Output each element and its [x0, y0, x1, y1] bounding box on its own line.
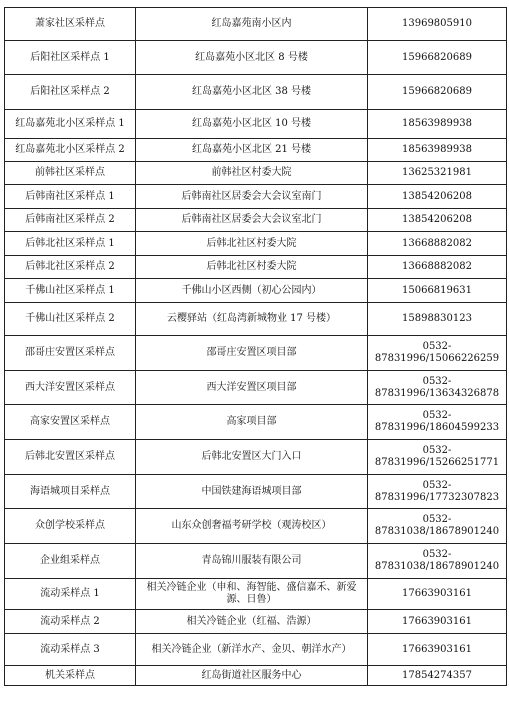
table-row [5, 371, 507, 405]
table-row [5, 666, 507, 686]
table-row [5, 440, 507, 475]
table-row [5, 75, 507, 110]
contact-phone-cell: 0532-87831996/15266251771 [368, 440, 507, 475]
site-name-cell: 高家安置区采样点 [5, 405, 136, 440]
contact-phone-cell: 15898830123 [368, 303, 507, 336]
contact-phone-cell: 17663903161 [368, 610, 507, 634]
site-name-cell: 海语城项目采样点 [5, 475, 136, 509]
table-row [5, 509, 507, 544]
site-name-cell: 后韩南社区采样点 1 [5, 185, 136, 209]
site-address-cell: 云樱驿站（红岛湾新城物业 17 号楼） [136, 303, 368, 336]
table-row [5, 139, 507, 162]
site-address-cell: 红岛嘉苑小区北区 8 号楼 [136, 41, 368, 75]
site-name-cell: 前韩社区采样点 [5, 162, 136, 185]
site-address-cell: 相关冷链企业（红福、浩源） [136, 610, 368, 634]
site-address-cell: 红岛嘉苑南小区内 [136, 8, 368, 41]
contact-phone-cell: 17663903161 [368, 634, 507, 666]
site-address-cell: 红岛街道社区服务中心 [136, 666, 368, 686]
contact-phone-cell: 0532-87831996/15066226259 [368, 336, 507, 371]
table-row [5, 475, 507, 509]
table-row [5, 279, 507, 303]
site-name-cell: 流动采样点 3 [5, 634, 136, 666]
contact-phone-cell: 15966820689 [368, 41, 507, 75]
site-name-cell: 西大洋安置区采样点 [5, 371, 136, 405]
contact-phone-cell: 0532-87831996/18604599233 [368, 405, 507, 440]
table-row [5, 634, 507, 666]
site-name-cell: 红岛嘉苑北小区采样点 2 [5, 139, 136, 162]
contact-phone-cell: 13854206208 [368, 209, 507, 232]
table-row [5, 8, 507, 41]
contact-phone-cell: 15966820689 [368, 75, 507, 110]
site-name-cell: 后韩南社区采样点 2 [5, 209, 136, 232]
contact-phone-cell: 0532-87831038/18678901240 [368, 544, 507, 579]
contact-phone-cell: 0532-87831038/18678901240 [368, 509, 507, 544]
site-name-cell: 机关采样点 [5, 666, 136, 686]
site-name-cell: 邵哥庄安置区采样点 [5, 336, 136, 371]
site-address-cell: 相关冷链企业（申和、海智能、盛信嘉禾、新爱源、日鲁） [136, 579, 368, 610]
table-row [5, 110, 507, 139]
site-address-cell: 相关冷链企业（新洋水产、金贝、朝洋水产） [136, 634, 368, 666]
contact-phone-cell: 17663903161 [368, 579, 507, 610]
site-address-cell: 前韩社区村委大院 [136, 162, 368, 185]
site-name-cell: 流动采样点 1 [5, 579, 136, 610]
table-row [5, 162, 507, 185]
table-row [5, 303, 507, 336]
site-name-cell: 后韩北安置区采样点 [5, 440, 136, 475]
contact-phone-cell: 0532-87831996/13634326878 [368, 371, 507, 405]
site-name-cell: 千佛山社区采样点 2 [5, 303, 136, 336]
site-address-cell: 后韩北安置区大门入口 [136, 440, 368, 475]
contact-phone-cell: 13668882082 [368, 256, 507, 279]
site-name-cell: 千佛山社区采样点 1 [5, 279, 136, 303]
table-row [5, 544, 507, 579]
table-row [5, 405, 507, 440]
site-name-cell: 后阳社区采样点 1 [5, 41, 136, 75]
site-address-cell: 后韩北社区村委大院 [136, 232, 368, 256]
table-row [5, 579, 507, 610]
site-name-cell: 后韩北社区采样点 1 [5, 232, 136, 256]
table-row [5, 232, 507, 256]
site-address-cell: 后韩南社区居委会大会议室北门 [136, 209, 368, 232]
contact-phone-cell: 13854206208 [368, 185, 507, 209]
contact-phone-cell: 13668882082 [368, 232, 507, 256]
table-row [5, 209, 507, 232]
contact-phone-cell: 0532-87831996/17732307823 [368, 475, 507, 509]
site-address-cell: 中国铁建海语城项目部 [136, 475, 368, 509]
contact-phone-cell: 17854274357 [368, 666, 507, 686]
site-name-cell: 萧家社区采样点 [5, 8, 136, 41]
table-row [5, 610, 507, 634]
site-address-cell: 高家项目部 [136, 405, 368, 440]
site-address-cell: 青岛锦川服装有限公司 [136, 544, 368, 579]
site-address-cell: 后韩南社区居委会大会议室南门 [136, 185, 368, 209]
contact-phone-cell: 15066819631 [368, 279, 507, 303]
table-row [5, 41, 507, 75]
site-name-cell: 众创学校采样点 [5, 509, 136, 544]
site-name-cell: 红岛嘉苑北小区采样点 1 [5, 110, 136, 139]
site-name-cell: 流动采样点 2 [5, 610, 136, 634]
site-address-cell: 后韩北社区村委大院 [136, 256, 368, 279]
site-name-cell: 企业组采样点 [5, 544, 136, 579]
site-address-cell: 千佛山小区西侧（初心公园内） [136, 279, 368, 303]
site-address-cell: 红岛嘉苑小区北区 10 号楼 [136, 110, 368, 139]
site-address-cell: 西大洋安置区项目部 [136, 371, 368, 405]
site-name-cell: 后阳社区采样点 2 [5, 75, 136, 110]
site-address-cell: 红岛嘉苑小区北区 38 号楼 [136, 75, 368, 110]
site-name-cell: 后韩北社区采样点 2 [5, 256, 136, 279]
contact-phone-cell: 13969805910 [368, 8, 507, 41]
contact-phone-cell: 18563989938 [368, 139, 507, 162]
contact-phone-cell: 13625321981 [368, 162, 507, 185]
table-row [5, 336, 507, 371]
sampling-sites-table-body [5, 8, 507, 686]
site-address-cell: 山东众创奢福考研学校（观涛校区） [136, 509, 368, 544]
table-row [5, 185, 507, 209]
sampling-sites-table [4, 7, 507, 686]
table-row [5, 256, 507, 279]
contact-phone-cell: 18563989938 [368, 110, 507, 139]
site-address-cell: 邵哥庄安置区项目部 [136, 336, 368, 371]
site-address-cell: 红岛嘉苑小区北区 21 号楼 [136, 139, 368, 162]
